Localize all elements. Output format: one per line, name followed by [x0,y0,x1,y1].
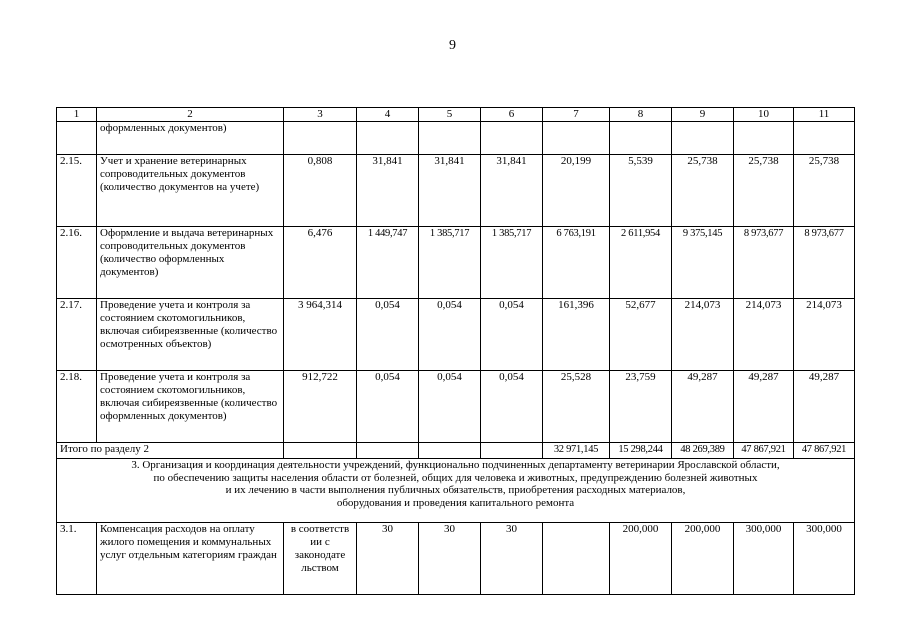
table-row [57,155,855,227]
row-value [481,122,543,155]
row-value: 300,000 [794,523,855,595]
row-id: 2.18. [57,371,97,443]
row-value [610,122,672,155]
row-value: 49,287 [672,371,734,443]
row-value: 30 [419,523,481,595]
empty-cell [481,443,543,459]
row-value: 1 449,747 [357,227,419,299]
row-value: 25,528 [543,371,610,443]
column-header: 6 [481,108,543,122]
row-value: 9 375,145 [672,227,734,299]
empty-cell [284,443,357,459]
row-value: 31,841 [357,155,419,227]
table-row [57,227,855,299]
row-value: 214,073 [734,299,794,371]
row-value: 161,396 [543,299,610,371]
row-value: 52,677 [610,299,672,371]
row-value [543,523,610,595]
column-header: 4 [357,108,419,122]
row-value: 0,054 [419,299,481,371]
column-header: 2 [97,108,284,122]
column-header: 10 [734,108,794,122]
total-value: 47 867,921 [794,443,855,459]
row-value [357,122,419,155]
row-value: 1 385,717 [419,227,481,299]
column-header: 9 [672,108,734,122]
row-value [794,122,855,155]
row-name: Проведение учета и контроля за состоянием скотомогильников, включая сибиреязвенные (количество осмотренных объектов) [97,299,284,371]
row-value: 25,738 [672,155,734,227]
column-header: 8 [610,108,672,122]
row-id: 2.16. [57,227,97,299]
row-name: Проведение учета и контроля за состоянием скотомогильников, включая сибиреязвенные (количество оформленных документов) [97,371,284,443]
row-value: 0,054 [419,371,481,443]
column-header: 3 [284,108,357,122]
column-header: 1 [57,108,97,122]
column-header: 11 [794,108,855,122]
row-id: 2.15. [57,155,97,227]
row-value: 6,476 [284,227,357,299]
row-value: 3 964,314 [284,299,357,371]
row-name: Учет и хранение ветеринарных сопроводительных документов (количество документов на учете) [97,155,284,227]
row-value: 30 [481,523,543,595]
column-header-row [57,108,855,122]
row-value [734,122,794,155]
row-value [543,122,610,155]
row-value: 6 763,191 [543,227,610,299]
table-row [57,523,855,595]
total-value: 47 867,921 [734,443,794,459]
row-value: 0,054 [357,371,419,443]
row-value: 31,841 [419,155,481,227]
row-value: 8 973,677 [734,227,794,299]
row-name: оформленных документов) [97,122,284,155]
empty-cell [419,443,481,459]
data-table [56,107,855,595]
row-value: 0,054 [481,371,543,443]
page-number: 9 [449,38,456,53]
row-value: 8 973,677 [794,227,855,299]
section-title-line: и их лечению в части выполнения публичных обязательств, приобретения расходных материалов, [225,484,686,496]
total-value: 48 269,389 [672,443,734,459]
row-name: Оформление и выдача ветеринарных сопроводительных документов (количество оформленных документов) [97,227,284,299]
table-row [57,299,855,371]
section-title-line: по обеспечению защиты населения области от болезней, общих для человека и животных, предупреждению болезней животных [153,471,758,484]
row-value: 214,073 [794,299,855,371]
column-header: 5 [419,108,481,122]
row-value: 23,759 [610,371,672,443]
row-value [672,122,734,155]
row-value: 49,287 [734,371,794,443]
row-value: 25,738 [734,155,794,227]
row-value: 214,073 [672,299,734,371]
row-value: 0,054 [481,299,543,371]
row-id: 2.17. [57,299,97,371]
row-value: 31,841 [481,155,543,227]
row-id: 3.1. [57,523,97,595]
row-value [419,122,481,155]
total-value: 15 298,244 [610,443,672,459]
row-value: 49,287 [794,371,855,443]
section-header-row [57,459,855,523]
row-value: 2 611,954 [610,227,672,299]
row-value: 300,000 [734,523,794,595]
section-title-line: оборудования и проведения капитального ремонта [336,496,575,509]
row-value: 1 385,717 [481,227,543,299]
total-label: Итого по разделу 2 [57,443,284,459]
table-row [57,122,855,155]
total-value: 32 971,145 [543,443,610,459]
row-basis: в соответств ии с законодате льством [284,523,357,595]
table-row [57,371,855,443]
row-value: 200,000 [672,523,734,595]
row-name: Компенсация расходов на оплату жилого помещения и коммунальных услуг отдельным категориям граждан [97,523,284,595]
row-value: 0,808 [284,155,357,227]
row-value: 20,199 [543,155,610,227]
row-id [57,122,97,155]
empty-cell [357,443,419,459]
column-header: 7 [543,108,610,122]
section-3-title [57,459,855,523]
row-value: 5,539 [610,155,672,227]
row-value: 200,000 [610,523,672,595]
row-value: 30 [357,523,419,595]
row-value: 912,722 [284,371,357,443]
section-title-line: 3. Организация и координация деятельности учреждений, функционально подчиненных департаменту ветеринарии Ярославской области, [131,459,780,471]
total-row [57,443,855,459]
row-value: 25,738 [794,155,855,227]
row-value [284,122,357,155]
row-value: 0,054 [357,299,419,371]
